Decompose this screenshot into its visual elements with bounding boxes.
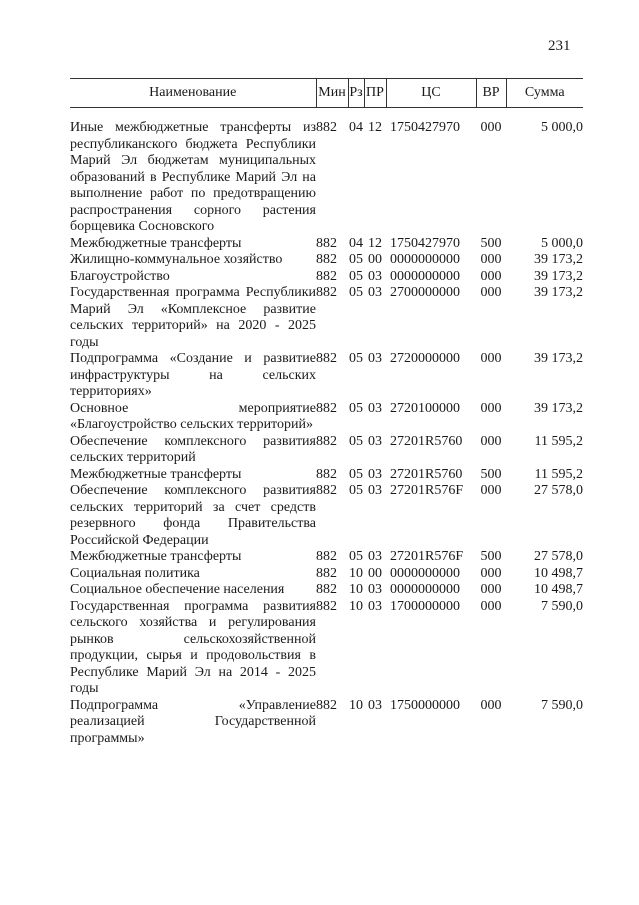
cell-cs: 0000000000 [390,252,460,267]
cell-name: Социальная политика [70,565,200,581]
cell-pr: 12 [368,235,382,251]
cell-cs: 27201R576F [390,483,464,498]
cell-min: 882 [316,120,337,135]
cell-cs: 0000000000 [390,268,460,284]
cell-rz: 05 [349,252,363,267]
table-row [70,566,583,583]
cell-pr: 03 [368,598,382,614]
cell-sum: 39 173,2 [534,285,583,300]
cell-min: 882 [316,697,337,713]
cell-pr: 03 [368,466,382,482]
cell-rz: 05 [349,549,363,564]
table-row [70,269,583,286]
cell-name: Государственная программа Республики Марий Эл «Комплексное развитие сельских территорий» на 2020 - 2025 годы [70,285,316,350]
table-row [70,467,583,484]
cell-sum: 7 590,0 [541,598,583,614]
cell-rz: 05 [349,433,363,449]
cell-pr: 03 [368,582,382,597]
page-number: 231 [548,38,571,54]
cell-rz: 05 [349,400,363,416]
header-sum: Сумма [506,79,583,108]
cell-vr: 500 [480,466,502,482]
cell-vr: 000 [480,483,502,498]
cell-sum: 10 498,7 [534,565,583,581]
cell-rz: 10 [349,565,363,581]
table-row [70,582,583,599]
cell-pr: 03 [368,400,382,416]
cell-min: 882 [316,351,337,366]
table-row [70,599,583,698]
cell-sum: 39 173,2 [534,400,583,416]
cell-pr: 12 [368,120,382,135]
table-row [70,401,583,434]
table-row [70,351,583,401]
cell-pr: 03 [368,268,382,284]
cell-cs: 0000000000 [390,582,460,597]
cell-vr: 000 [480,252,502,267]
cell-sum: 5 000,0 [541,235,583,251]
cell-rz: 05 [349,268,363,284]
cell-min: 882 [316,285,337,300]
table-row [70,434,583,467]
header-vr: ВР [476,79,506,108]
table-row [70,120,583,236]
cell-rz: 05 [349,466,363,482]
cell-rz: 05 [349,351,363,366]
cell-rz: 10 [349,582,363,597]
cell-name: Государственная программа развития сельского хозяйства и регулирования рынков сельскохозяйственной продукции, сырья и продовольствия в Республике Марий Эл на 2014 - 2025 годы [70,598,316,696]
cell-vr: 000 [480,400,502,416]
cell-name: Обеспечение комплексного развития сельских территорий за счет средств резервного фонда Правительства Российской Федерации [70,483,316,548]
cell-min: 882 [316,483,337,498]
cell-sum: 11 595,2 [534,466,583,482]
cell-sum: 39 173,2 [534,252,583,267]
cell-vr: 000 [480,120,502,135]
cell-min: 882 [316,598,337,614]
cell-sum: 11 595,2 [534,433,583,449]
cell-vr: 000 [480,582,502,597]
table-header-row [70,79,583,108]
cell-name: Обеспечение комплексного развития сельских территорий [70,433,316,465]
cell-sum: 7 590,0 [541,697,583,713]
table-row [70,483,583,549]
cell-pr: 00 [368,565,382,581]
cell-sum: 5 000,0 [541,120,583,135]
table-row [70,252,583,269]
cell-cs: 27201R576F [390,549,464,564]
cell-cs: 2720000000 [390,351,460,366]
cell-min: 882 [316,565,337,581]
cell-cs: 0000000000 [390,565,460,581]
cell-pr: 03 [368,483,382,498]
cell-name: Иные межбюджетные трансферты из республиканского бюджета Республики Марий Эл бюджетам муниципальных образований в Республике Марий Эл на выполнение работ по предотвращению распространения сорного растения борщевика Сосновского [70,120,316,234]
cell-name: Социальное обеспечение населения [70,582,285,597]
cell-pr: 03 [368,285,382,300]
cell-cs: 2720100000 [390,400,460,416]
cell-vr: 500 [480,549,502,564]
table-row [70,236,583,253]
cell-name: Подпрограмма «Управление реализацией Государственной программы» [70,697,316,746]
cell-rz: 10 [349,697,363,713]
cell-name: Межбюджетные трансферты [70,549,242,564]
header-pr: ПР [364,79,386,108]
cell-min: 882 [316,549,337,564]
header-spacer [70,108,583,121]
cell-cs: 2700000000 [390,285,460,300]
cell-rz: 04 [349,120,363,135]
cell-cs: 1750427970 [390,120,460,135]
cell-vr: 500 [480,235,502,251]
cell-min: 882 [316,582,337,597]
table-row [70,285,583,351]
cell-vr: 000 [480,697,502,713]
header-name: Наименование [70,79,316,108]
cell-name: Подпрограмма «Создание и развитие инфраструктуры на сельских территориях» [70,351,316,399]
cell-name: Жилищно-коммунальное хозяйство [70,252,283,267]
cell-vr: 000 [480,351,502,366]
header-min: Мин [316,79,348,108]
cell-cs: 1700000000 [390,598,460,614]
cell-vr: 000 [480,285,502,300]
table-row [70,698,583,748]
cell-min: 882 [316,252,337,267]
cell-name: Основное мероприятие «Благоустройство сельских территорий» [70,400,316,432]
cell-vr: 000 [480,565,502,581]
cell-sum: 27 578,0 [534,483,583,498]
cell-name: Благоустройство [70,268,170,284]
cell-min: 882 [316,268,337,284]
cell-cs: 1750000000 [390,697,460,713]
cell-rz: 04 [349,235,363,251]
header-rz: Рз [348,79,364,108]
cell-min: 882 [316,235,337,251]
cell-cs: 27201R5760 [390,466,463,482]
cell-pr: 03 [368,549,382,564]
cell-cs: 27201R5760 [390,433,463,449]
cell-name: Межбюджетные трансферты [70,466,242,482]
cell-vr: 000 [480,433,502,449]
cell-name: Межбюджетные трансферты [70,235,242,251]
budget-table [70,78,583,747]
cell-min: 882 [316,466,337,482]
cell-min: 882 [316,400,337,416]
table-body [70,108,583,748]
table-row [70,549,583,566]
cell-vr: 000 [480,598,502,614]
cell-min: 882 [316,433,337,449]
cell-cs: 1750427970 [390,235,460,251]
cell-rz: 10 [349,598,363,614]
cell-vr: 000 [480,268,502,284]
cell-pr: 00 [368,252,382,267]
cell-sum: 27 578,0 [534,549,583,564]
cell-rz: 05 [349,285,363,300]
cell-pr: 03 [368,697,382,713]
header-cs: ЦС [386,79,476,108]
cell-sum: 39 173,2 [534,351,583,366]
cell-rz: 05 [349,483,363,498]
cell-pr: 03 [368,433,382,449]
cell-sum: 10 498,7 [534,582,583,597]
cell-pr: 03 [368,351,382,366]
cell-sum: 39 173,2 [534,268,583,284]
